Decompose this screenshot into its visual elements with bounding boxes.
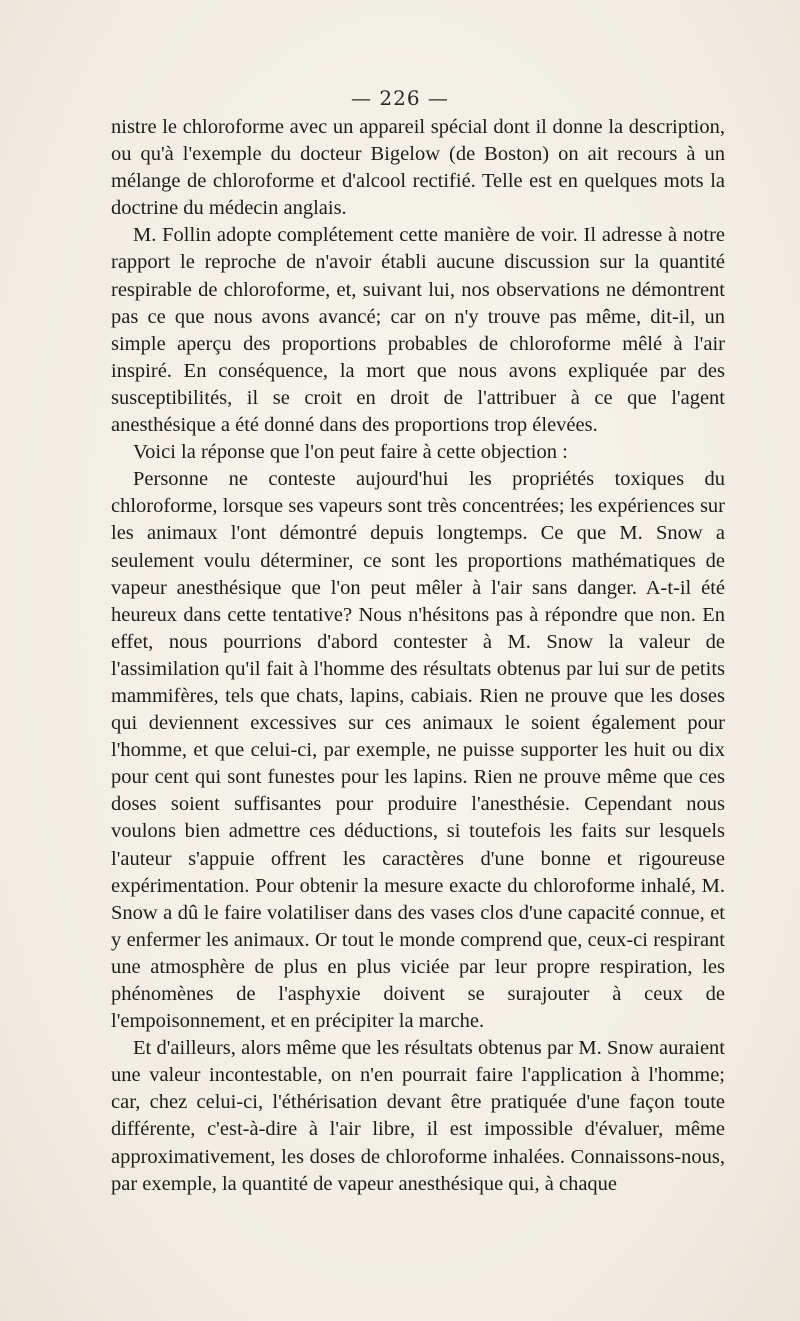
paragraph-continuation: nistre le chloroforme avec un appareil spécial dont il donne la description, ou qu'à l'exemple du docteur Bigelow (de Boston) on ait recours à un mélange de chloroforme et d'alcool rectifié. Telle est en quelques mots la doctrine du médecin anglais. (111, 116, 725, 220)
body-text (111, 114, 725, 1198)
paragraph-dailleurs: Et d'ailleurs, alors même que les résultats obtenus par M. Snow auraient une valeur incontestable, on n'en pourrait faire l'application à l'homme; car, chez celui-ci, l'éthérisation devant être pratiquée d'une façon toute différente, c'est-à-dire à l'air libre, il est impossible d'évaluer, même approximativement, les doses de chloroforme inhalées. Connaissons-nous, par exemple, la quantité de vapeur anesthésique qui, à chaque (111, 1037, 725, 1195)
paragraph-follin: M. Follin adopte complétement cette manière de voir. Il adresse à notre rapport le reproche de n'avoir établi aucune discussion sur la quantité respirable de chloroforme, et, suivant lui, nos observations ne démontrent pas ce que nous avons avancé; car on n'y trouve pas même, dit-il, un simple aperçu des proportions probables de chloroforme mêlé à l'air inspiré. En conséquence, la mort que nous avons expliquée par des susceptibilités, il se croit en droit de l'attribuer à ce que l'agent anesthésique a été donné dans des proportions trop élevées. (111, 224, 725, 437)
paragraph-reponse: Voici la réponse que l'on peut faire à cette objection : (133, 441, 568, 464)
page-number: — 226 — (351, 86, 449, 110)
paragraph-personne: Personne ne conteste aujourd'hui les propriétés toxiques du chloroforme, lorsque ses vapeurs sont très concentrées; les expériences sur les animaux l'ont démontré depuis longtemps. Ce que M. Snow a seulement voulu déterminer, ce sont les proportions mathématiques de vapeur anesthésique que l'on peut mêler à l'air sans danger. A-t-il été heureux dans cette tentative? Nous n'hésitons pas à répondre que non. En effet, nous pourrions d'abord contester à M. Snow la valeur de l'assimilation qu'il fait à l'homme des résultats obtenus par lui sur de petits mammifères, tels que chats, lapins, cabiais. Rien ne prouve que les doses qui deviennent excessives sur ces animaux le soient également pour l'homme, et que celui-ci, par exemple, ne puisse supporter les huit ou dix pour cent qui sont funestes pour les lapins. Rien ne prouve même que ces doses soient suffisantes pour produire l'anesthésie. Cependant nous voulons bien admettre ces déductions, si toutefois les faits sur lesquels l'auteur s'appuie offrent les caractères d'une bonne et rigoureuse expérimentation. Pour obtenir la mesure exacte du chloroforme inhalé, M. Snow a dû le faire volatiliser dans des vases clos d'une capacité connue, et y enfermer les animaux. Or tout le monde comprend que, ceux-ci respirant une atmosphère de plus en plus viciée par leur propre respiration, les phénomènes de l'asphyxie doivent se surajouter à ceux de l'empoisonnement, et en précipiter la marche. (111, 468, 725, 1033)
